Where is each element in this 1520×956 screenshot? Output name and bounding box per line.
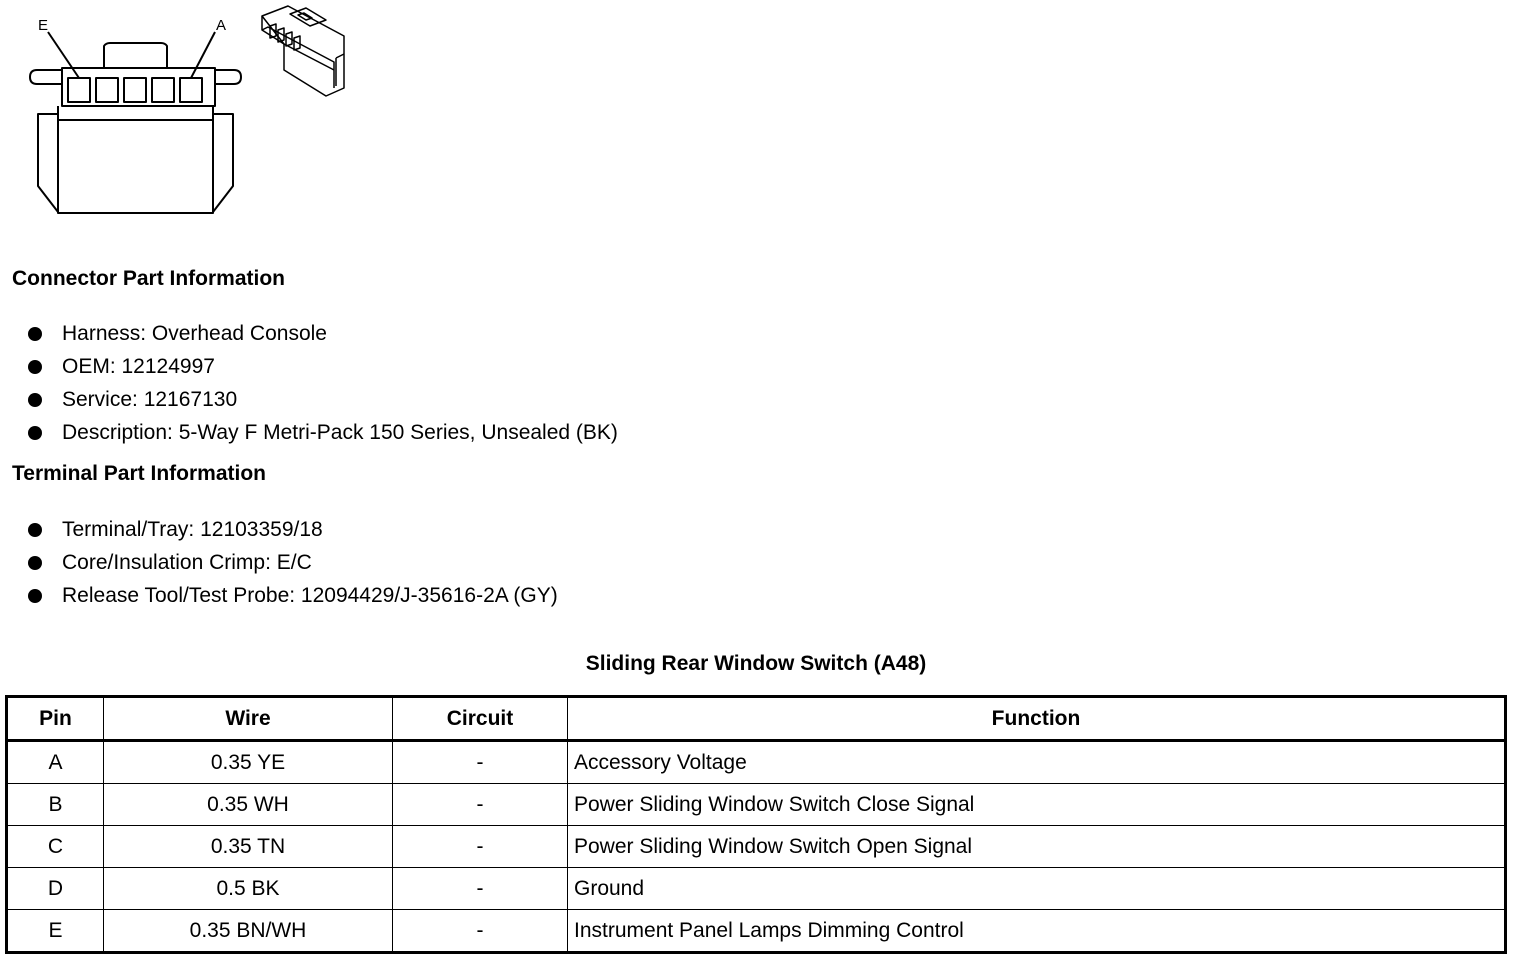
list-item-text: OEM: 12124997 [62,355,215,378]
bullet-icon [28,523,42,537]
cell-circuit: - [393,741,568,784]
header-circuit: Circuit [393,697,568,741]
list-item [28,549,558,582]
pin-label-a: A [216,17,227,34]
cell-wire: 0.35 WH [104,784,393,826]
table-header-row [7,697,1506,741]
list-item [28,516,558,549]
cell-pin: A [7,741,104,784]
bullet-icon [28,556,42,570]
cavity-b [152,78,174,102]
cell-pin: B [7,784,104,826]
terminal-part-heading: Terminal Part Information [12,462,266,485]
header-function: Function [568,697,1506,741]
table-row [7,741,1506,784]
list-item [28,386,618,419]
cell-function: Power Sliding Window Switch Close Signal [568,784,1506,826]
leader-e [48,32,79,78]
connector-side-left [38,114,58,212]
cell-circuit: - [393,784,568,826]
table-row [7,784,1506,826]
connector-body-outline [58,120,213,213]
pinout-table [5,695,1507,954]
connector-part-heading: Connector Part Information [12,267,286,290]
connector-body [58,106,213,120]
cell-circuit: - [393,826,568,868]
connector-side-right [213,114,233,212]
bullet-icon [28,360,42,374]
cavity-d [96,78,118,102]
table-row [7,826,1506,868]
cell-wire: 0.35 TN [104,826,393,868]
table-row [7,910,1506,953]
cell-pin: C [7,826,104,868]
leader-a [191,32,215,78]
cell-function: Ground [568,868,1506,910]
list-item [28,320,618,353]
header-pin: Pin [7,697,104,741]
bullet-icon [28,426,42,440]
pin-label-e: E [38,17,49,34]
list-item-text: Core/Insulation Crimp: E/C [62,551,312,574]
bullet-icon [28,327,42,341]
cell-function: Accessory Voltage [568,741,1506,784]
cell-function: Power Sliding Window Switch Open Signal [568,826,1506,868]
list-item [28,582,558,615]
list-item-text: Harness: Overhead Console [62,322,327,345]
connector-cavity-housing [62,68,215,106]
cell-wire: 0.35 BN/WH [104,910,393,953]
header-wire: Wire [104,697,393,741]
bullet-icon [28,393,42,407]
connector-part-list [28,320,618,452]
cavity-e [68,78,90,102]
list-item [28,419,618,452]
cell-wire: 0.35 YE [104,741,393,784]
cell-pin: D [7,868,104,910]
cell-circuit: - [393,910,568,953]
list-item-text: Release Tool/Test Probe: 12094429/J-35616-2A (GY) [62,584,558,607]
cavity-c [124,78,146,102]
table-row [7,868,1506,910]
connector-isometric-view [262,6,344,96]
list-item-text: Service: 12167130 [62,388,238,411]
terminal-part-list [28,516,558,615]
bullet-icon [28,589,42,603]
cell-function: Instrument Panel Lamps Dimming Control [568,910,1506,953]
connector-latch [104,43,167,68]
list-item-text: Description: 5-Way F Metri-Pack 150 Series, Unsealed (BK) [62,421,618,444]
table-title: Sliding Rear Window Switch (A48) [585,652,927,675]
list-item [28,353,618,386]
cavity-a [180,78,202,102]
cell-circuit: - [393,868,568,910]
cell-pin: E [7,910,104,953]
cell-wire: 0.5 BK [104,868,393,910]
connector-diagram [0,0,380,230]
list-item-text: Terminal/Tray: 12103359/18 [62,518,323,541]
